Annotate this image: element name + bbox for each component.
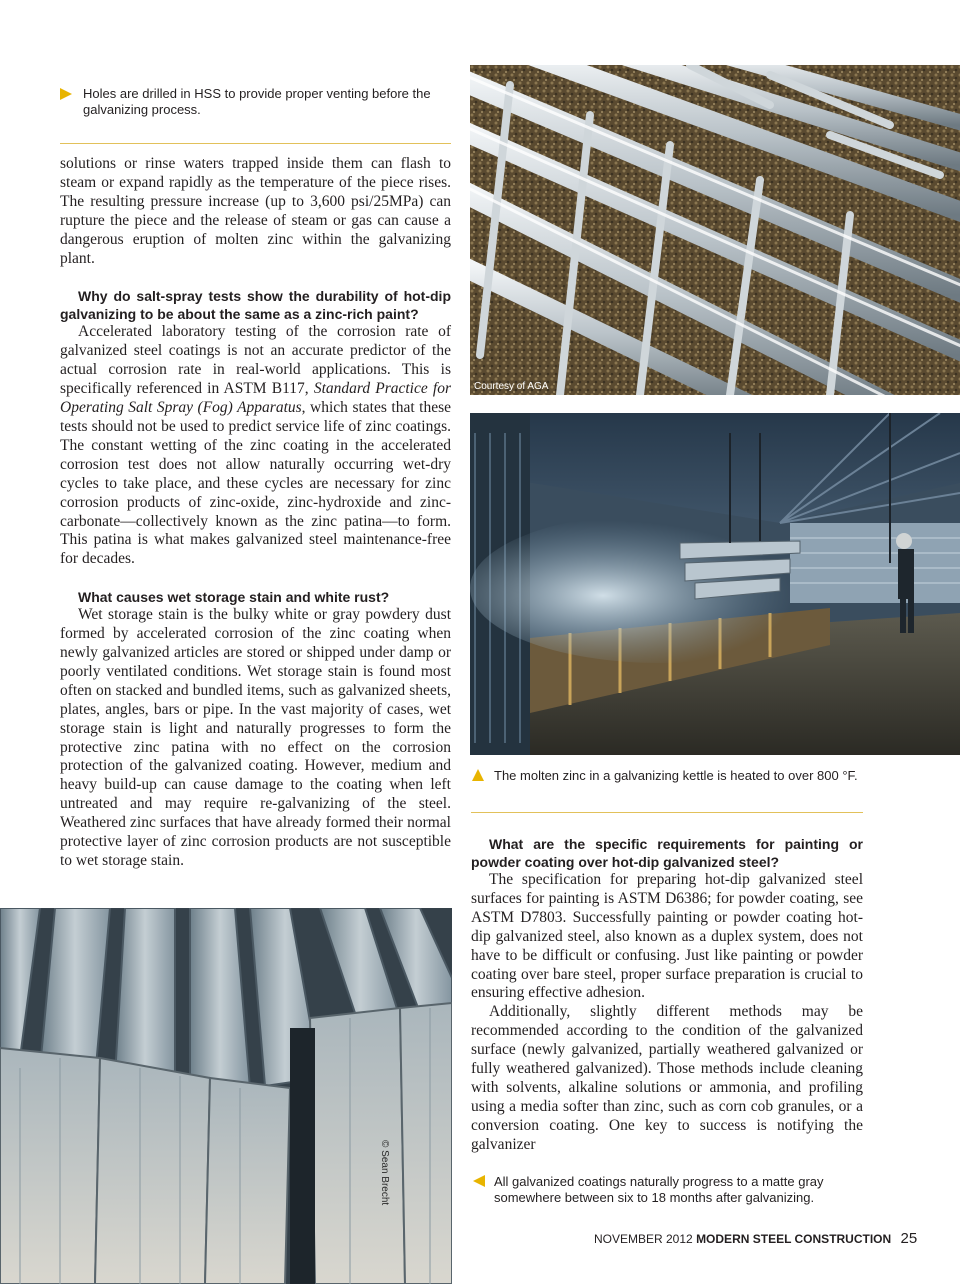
astm-b117-title: Standard Practice for Operating Salt Spray (Fog) Apparatus: [60, 380, 451, 417]
intro-paragraph: solutions or rinse waters trapped inside them can flash to steam or expand rapidly as the temperature of the piece rises. The resulting pressure increase (up to 3,600 psi/25MPa) can rupture the piece and the release of steam or gas can cause a dangerous eruption of molten zinc within the galvanizing plant.: [60, 155, 451, 267]
photo-caption-hss-holes: Holes are drilled in HSS to provide proper venting before the galvanizing process.: [83, 86, 431, 117]
photo-galvanizing-kettle: [470, 413, 960, 755]
photo-caption-kettle: The molten zinc in a galvanizing kettle is heated to over 800 °F.: [494, 768, 858, 783]
caption-divider-middle: [471, 812, 863, 813]
footer-date: NOVEMBER 2012: [594, 1232, 693, 1246]
photo-credit-aga: Courtesy of AGA: [474, 381, 549, 392]
page-footer: [594, 1230, 917, 1247]
caption-arrow-right-icon: [60, 88, 72, 100]
salt-spray-text-b: , which states that these tests should not be used to predict service life of zinc coatings. The constant wetting of the zinc coating in the accelerated corrosion test does not allow naturally occurring wet-dry cycles to take place, and these cycles are necessary for zinc corrosion products of zinc-oxide, zinc-hydroxide and zinc-carbonate—collectively known as the zinc patina—to form. This patina is what makes galvanized steel maintenance-free for decades.: [60, 399, 451, 568]
paragraph-painting-1: The specification for preparing hot-dip galvanized steel surfaces for painting is ASTM D6386; for powder coating, see ASTM D7803. Successfully painting or powder coating hot-dip galvanized steel, also known as a duplex system, does not have to be difficult or confusing. Just like painting or powder coating over bare steel, proper surface preparation is crucial to ensuring effective adhesion.: [471, 871, 863, 1002]
salt-spray-text-a: Accelerated laboratory testing of the corrosion rate of galvanized steel coatings is not an accurate predictor of the actual corrosion rate in real-world applications. This is specifically referenced in ASTM B117,: [60, 323, 451, 398]
heading-salt-spray: Why do salt-spray tests show the durability of hot-dip galvanizing to be about the same as a zinc-rich paint?: [60, 288, 451, 323]
caption-arrow-left-icon: [473, 1175, 485, 1187]
heading-painting-requirements: What are the specific requirements for painting or powder coating over hot-dip galvanized steel?: [471, 836, 863, 870]
photo-caption-matte-gray: All galvanized coatings naturally progress to a matte gray somewhere between six to 18 months after galvanizing.: [494, 1174, 824, 1205]
paragraph-wet-storage: Wet storage stain is the bulky white or gray powdery dust formed by accelerated corrosion of the zinc coating when newly galvanized articles are stored or shipped under damp or poorly ventilated conditions. Wet storage stain is found most often on stacked and bundled items, such as galvanized sheets, plates, angles, bars or pipe. In the vast majority of cases, wet storage stain is light and naturally progresses to form the protective zinc patina with no effect on the corrosion protection of the galvanized coating. However, medium and heavy build-up can cause damage to the coating when left untreated and may require re-galvanizing of the steel. Weathered zinc surfaces that have already formed their normal protective layer of zinc corrosion products are not susceptible to wet storage stain.: [60, 606, 451, 869]
photo-credit-sean-brecht: © Sean Brecht: [379, 1140, 390, 1206]
paragraph-painting-2: Additionally, slightly different methods may be recommended according to the condition of the galvanized surface (newly galvanized, partially weathered galvanized or fully weathered galvanized). Those methods include cleaning with solvents, alkaline solutions or ammonia, and profiling using a media softer than zinc, such as corn cob granules, or a conversion coating. One key to success is notifying the galvanizer: [471, 1003, 863, 1153]
heading-wet-storage: What causes wet storage stain and white rust?: [78, 589, 390, 606]
footer-magazine-name: MODERN STEEL CONSTRUCTION: [696, 1232, 892, 1246]
paragraph-salt-spray: [60, 323, 451, 569]
left-column-text: [60, 155, 451, 871]
caption-arrow-up-icon: [472, 769, 484, 781]
caption-divider-top: [60, 143, 451, 144]
photo-galvanized-hss-frame: [470, 65, 960, 395]
page-number: 25: [900, 1230, 918, 1247]
right-column-text: [471, 835, 863, 1155]
